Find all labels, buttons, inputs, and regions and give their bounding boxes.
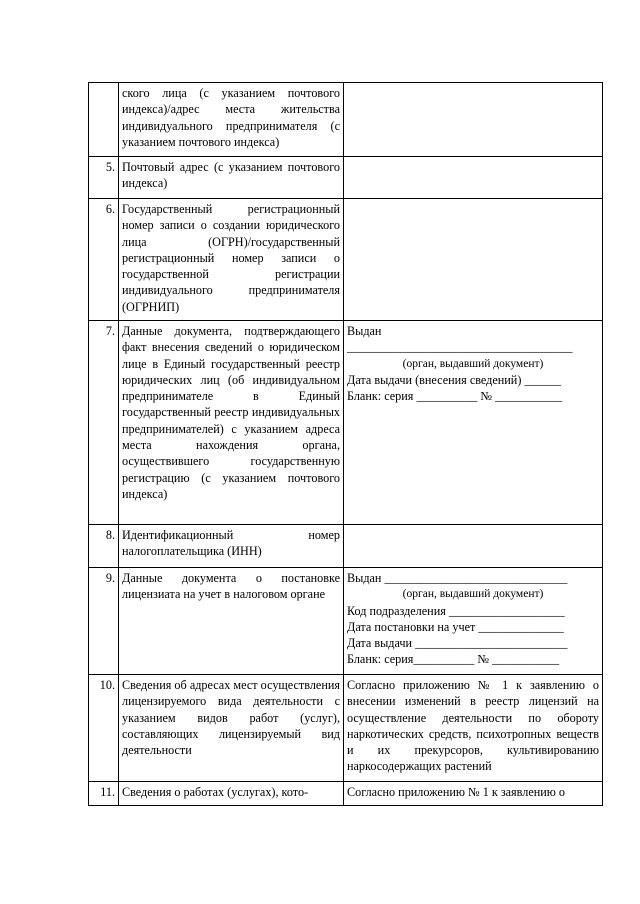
table-row [89, 321, 603, 525]
table-row [89, 199, 603, 321]
issue-date-field: Дата выдачи _________________________ [347, 636, 568, 651]
field-name: ского лица (с указанием почтового индекса)/адрес места жительства индивидуального предпринимателя (с указанием почтового индекса) [119, 83, 344, 157]
field-value-cell [344, 568, 603, 675]
table-row [89, 525, 603, 568]
row-number: 11. [89, 782, 119, 806]
department-code-field: Код подразделения ___________________ [347, 603, 565, 618]
row-number: 10. [89, 675, 119, 782]
issuing-authority-caption: (орган, выдавший документ) [402, 588, 544, 601]
field-value-cell [344, 199, 603, 321]
field-name: Идентификационный номер налогоплательщика (ИНН) [119, 525, 344, 568]
table-row [89, 675, 603, 782]
table-row [89, 568, 603, 675]
registration-date-field: Дата постановки на учет ______________ [347, 619, 564, 634]
issued-by-field: Выдан ______________________________ [347, 571, 568, 585]
issuing-authority-caption: (орган, выдавший документ) [402, 357, 544, 370]
field-value-cell [344, 157, 603, 199]
field-value-cell [344, 525, 603, 568]
row-number: 7. [89, 321, 119, 525]
form-series-number-field: Бланк: серия__________ № ___________ [347, 652, 560, 667]
table-row [89, 157, 603, 199]
appendix-reference: Согласно приложению № 1 к заявлению о [347, 785, 566, 799]
table-row [89, 83, 603, 157]
row-number: 6. [89, 199, 119, 321]
row-number: 5. [89, 157, 119, 199]
table-row [89, 782, 603, 806]
field-name: Сведения о работах (услугах), кото- [119, 782, 344, 806]
field-value-cell [344, 321, 603, 525]
field-value-cell [344, 83, 603, 157]
issuing-authority-blank: _____________________________________ [347, 340, 573, 355]
field-name: Государственный регистрационный номер записи о создании юридического лица (ОГРН)/государственный регистрационный номер записи о государственной регистрации индивидуального предпринимателя (ОГРНИП) [119, 199, 344, 321]
form-series-number-field: Бланк: серия __________ № ___________ [347, 389, 563, 404]
field-name: Данные документа о постановке лицензиата на учет в налоговом органе [119, 568, 344, 675]
application-form-table [88, 82, 603, 806]
issue-date-field: Дата выдачи (внесения сведений) ______ [347, 372, 562, 387]
field-name: Сведения об адресах мест осуществления лицензируемого вида деятельности с указанием видов работ (услуг), составляющих лицензируемый вид деятельности [119, 675, 344, 782]
field-name: Данные документа, подтверждающего факт внесения сведений о юридическом лице в Единый государственный реестр юридических лиц (об индивидуальном предпринимателе в Единый государственный реестр индивидуальных предпринимателей) с указанием адреса места нахождения органа, осуществившего государственную регистрацию (с указанием почтового индекса) [119, 321, 344, 525]
row-number: 9. [89, 568, 119, 675]
field-value-cell [344, 782, 603, 806]
issued-by-label: Выдан [347, 324, 382, 338]
field-name: Почтовый адрес (с указанием почтового индекса) [119, 157, 344, 199]
row-number [89, 83, 119, 157]
appendix-reference: Согласно приложению № 1 к заявлению о внесении изменений в реестр лицензий на осуществление деятельности по обороту наркотических средств, психотропных веществ и их прекурсоров, культивированию наркосодержащих растений [347, 678, 599, 774]
field-value-cell [344, 675, 603, 782]
row-number: 8. [89, 525, 119, 568]
